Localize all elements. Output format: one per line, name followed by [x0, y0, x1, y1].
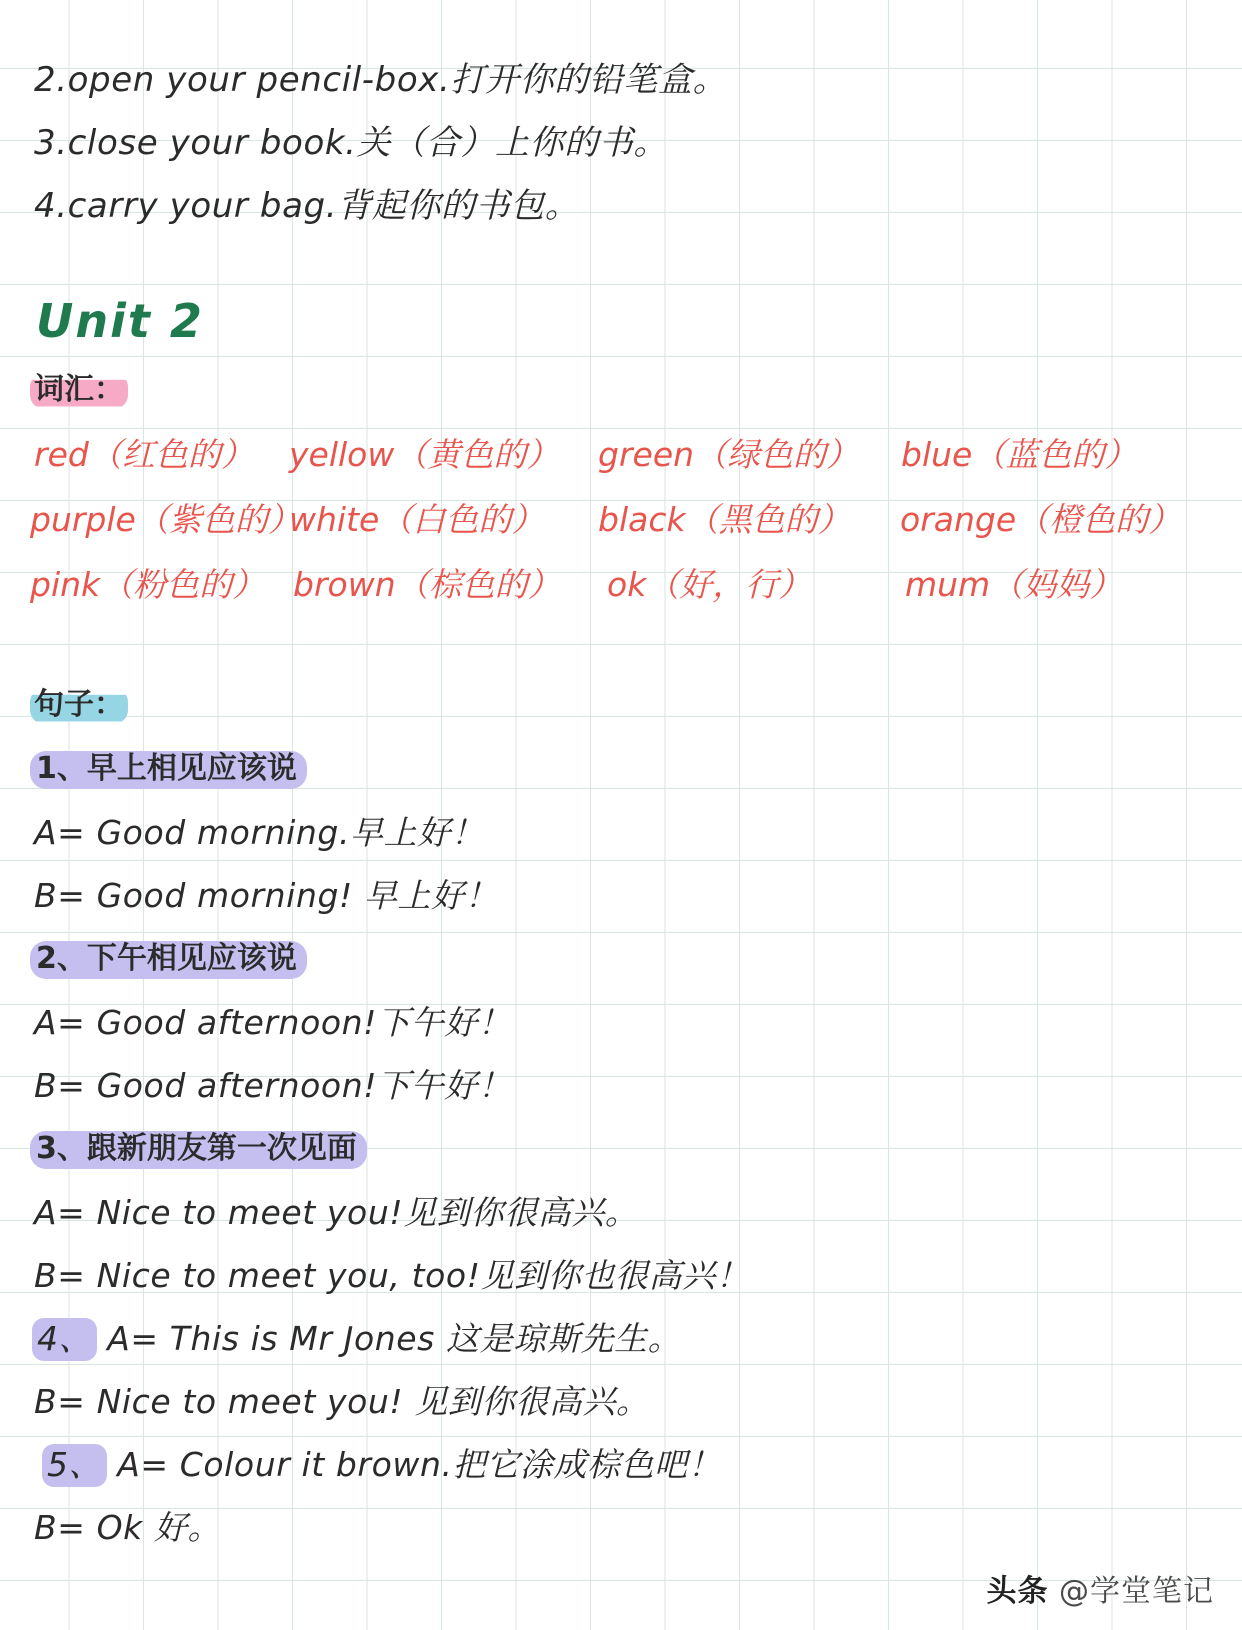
sentence-4-line-b: B= Nice to meet you! 见到你很高兴。: [34, 1382, 650, 1421]
vocab-row-3-word-4: mum（妈妈）: [905, 565, 1123, 604]
unit-title: Unit 2: [36, 294, 204, 348]
sentence-3-line-a: A= Nice to meet you!见到你很高兴。: [34, 1193, 639, 1232]
sentence-heading-3-text: 3、跟新朋友第一次见面: [30, 1131, 367, 1169]
command-item-2: 2.open your pencil-box.打开你的铅笔盒。: [34, 60, 728, 100]
vocab-row-1-word-3: green（绿色的）: [598, 435, 860, 474]
vocab-row-1-word-2: yellow（黄色的）: [289, 435, 560, 474]
watermark-logo: 头条: [986, 1574, 1049, 1609]
vocab-row-3-word-3: ok（好，行）: [607, 565, 812, 604]
sentence-1-line-a: A= Good morning.早上好！: [34, 813, 485, 852]
sentence-heading-1: [30, 751, 307, 789]
sentence-5-inline-text: A= Colour it brown.把它涂成棕色吧！: [117, 1445, 722, 1484]
sentence-4-line-a: [32, 1319, 682, 1358]
watermark: [986, 1566, 1214, 1610]
vocab-label-chip: 词汇：: [30, 373, 128, 409]
sentence-1-line-b: B= Good morning! 早上好！: [34, 876, 499, 915]
vocab-section-label: [30, 373, 128, 409]
sentence-5-line-a: [42, 1445, 722, 1484]
vocab-row-1-word-1: red（红色的）: [34, 435, 254, 474]
sentence-2-line-b: B= Good afternoon!下午好！: [34, 1066, 512, 1105]
sentence-heading-1-text: 1、早上相见应该说: [30, 751, 307, 789]
vocab-row-1-word-4: blue（蓝色的）: [901, 435, 1138, 474]
sentence-2-line-a: A= Good afternoon!下午好！: [34, 1003, 512, 1042]
vocab-row-3-word-2: brown（棕色的）: [293, 565, 561, 604]
watermark-text: @学堂笔记: [1059, 1574, 1214, 1609]
sentence-heading-4-text: 4、: [32, 1318, 97, 1361]
sentence-3-line-b: B= Nice to meet you, too!见到你也很高兴！: [34, 1256, 750, 1295]
command-item-4: 4.carry your bag.背起你的书包。: [34, 186, 580, 226]
sentence-heading-2: [30, 941, 307, 979]
vocab-row-2-word-3: black（黑色的）: [598, 500, 851, 539]
sentence-heading-5-text: 5、: [42, 1444, 107, 1487]
sentence-heading-2-text: 2、下午相见应该说: [30, 941, 307, 979]
sentence-heading-3: [30, 1131, 367, 1169]
vocab-row-3-word-1: pink（粉色的）: [30, 565, 266, 604]
sentence-5-line-b: B= Ok 好。: [34, 1508, 222, 1547]
vocab-row-2-word-2: white（白色的）: [289, 500, 545, 539]
sentence-4-inline-text: A= This is Mr Jones 这是琼斯先生。: [107, 1319, 682, 1358]
vocab-row-2-word-4: orange（橙色的）: [900, 500, 1182, 539]
vocab-row-2-word-1: purple（紫色的）: [30, 500, 301, 539]
sentence-section-label: [30, 688, 128, 724]
sentence-label-chip: 句子：: [30, 688, 128, 724]
command-item-3: 3.close your book.关（合）上你的书。: [34, 123, 668, 163]
